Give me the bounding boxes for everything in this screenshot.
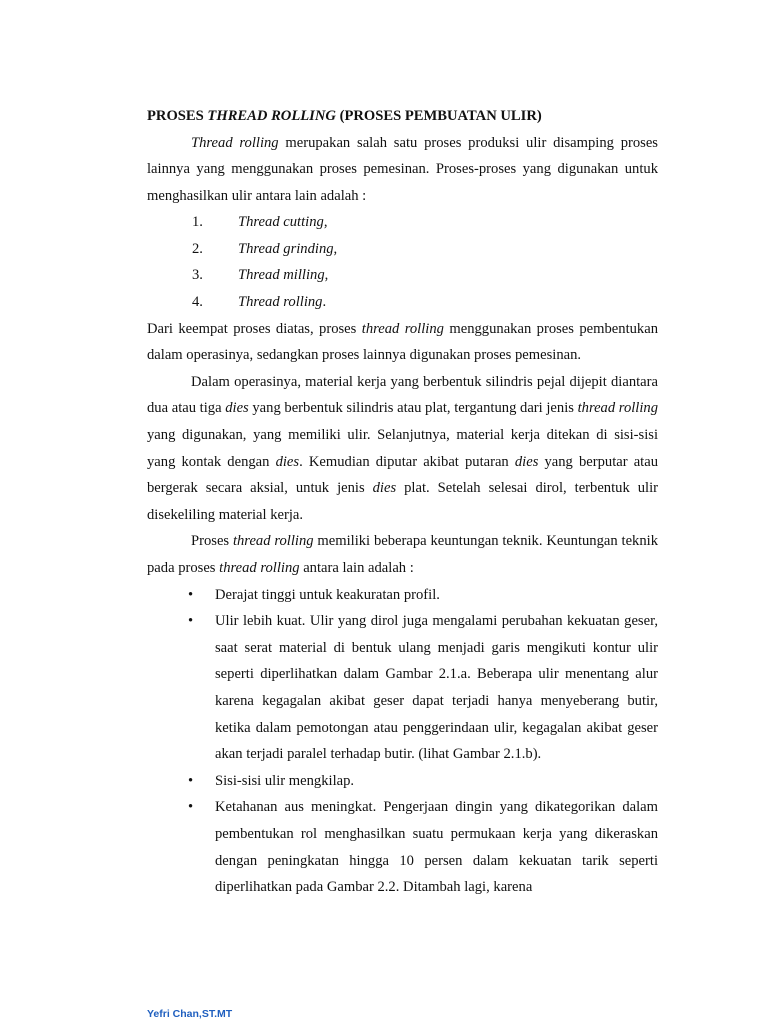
list-item: • Sisi-sisi ulir mengkilap. xyxy=(147,768,658,795)
intro-paragraph: Thread rolling merupakan salah satu proses produksi ulir disamping proses lainnya yang menggunakan proses pemesinan. Proses-proses yang digunakan untuk menghasilkan ulir antara lain adalah : xyxy=(147,134,658,204)
document-title: PROSES THREAD ROLLING (PROSES PEMBUATAN ULIR) xyxy=(147,108,542,124)
list-item: 2. Thread grinding, xyxy=(192,240,338,257)
list-item: • Ketahanan aus meningkat. Pengerjaan dingin yang dikategorikan dalam pembentukan rol menghasilkan suatu permukaan kerja yang dikeraskan dengan peningkatan hingga 10 persen dalam kekuatan tarik seperti diperlihatkan pada Gambar 2.2. Ditambah lagi, karena xyxy=(147,794,658,900)
bullet-icon: • xyxy=(188,586,194,603)
list-item: 3. Thread milling, xyxy=(192,267,329,284)
paragraph-operation: Dalam operasinya, material kerja yang berbentuk silindris pejal dijepit diantara dua atau tiga dies yang berbentuk silindris atau plat, tergantung dari jenis thread rolling yang digunakan, yang memiliki ulir. Selanjutnya, material kerja ditekan di sisi-sisi yang kontak dengan dies. Kemudian diputar akibat putaran dies yang berputar atau bergerak secara aksial, untuk jenis dies plat. Setelah selesai dirol, terbentuk ulir disekeliling material kerja. xyxy=(147,373,659,523)
list-item: • Ulir lebih kuat. Ulir yang dirol juga mengalami perubahan kekuatan geser, saat serat material di bentuk ulang menjadi garis mengikuti kontur ulir seperti diperlihatkan dalam Gambar 2.1.a. Beberapa ulir menentang alur karena kegagalan akibat geser dapat terjadi hanya menyeberang butir, ketika dalam pemotongan atau penggerindaan ulir, kegagalan akibat geser akan terjadi paralel terhadap butir. (lihat Gambar 2.1.b). xyxy=(147,608,658,768)
paragraph-process-comparison: Dari keempat proses diatas, proses thread rolling menggunakan proses pembentukan dalam operasinya, sedangkan proses lainnya digunakan proses pemesinan. xyxy=(147,320,659,364)
page-footer-author: Yefri Chan,ST.MT xyxy=(147,1008,233,1020)
document-page xyxy=(147,103,658,901)
list-item: 4. Thread rolling. xyxy=(192,294,327,311)
list-item: 1. Thread cutting, xyxy=(192,214,328,231)
bullet-icon: • xyxy=(188,613,194,630)
advantages-list xyxy=(147,582,658,901)
paragraph-advantages-intro: Proses thread rolling memiliki beberapa keuntungan teknik. Keuntungan teknik pada proses thread rolling antara lain adalah : xyxy=(147,533,658,576)
bullet-icon: • xyxy=(188,772,194,789)
bullet-icon: • xyxy=(188,799,194,816)
list-item: • Derajat tinggi untuk keakuratan profil. xyxy=(147,582,658,609)
process-list xyxy=(147,209,658,315)
